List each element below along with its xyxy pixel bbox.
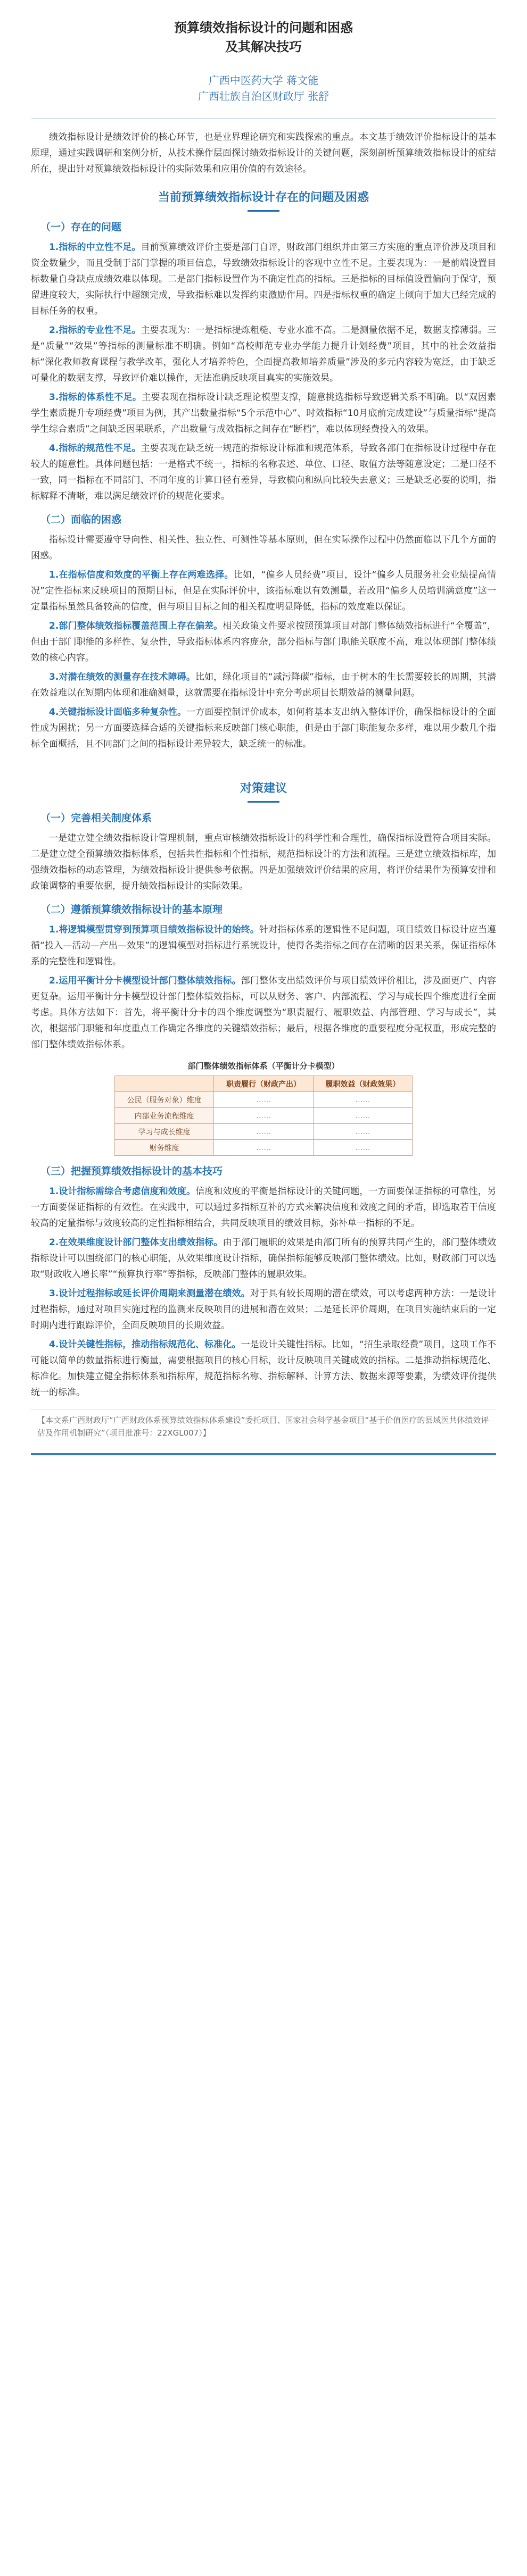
table-cell: …… <box>214 1092 313 1108</box>
footnote: 【本文系广西财政厅“广西财政体系预算绩效指标体系建设”委托项目、国家社会科学基金项目“基于价值医疗的县域医共体绩效评估及作用机制研究”（项目批准号：22XGL007）】 <box>31 1409 496 1444</box>
paragraph-text: 主要表现在指标设计缺乏理论模型支撑，随意挑选指标导致逻辑关系不明确。以“双因素学生素质提升专项经费”项目为例，其产出数量指标“5个示范中心”、时效指标“10月底前完成建设”与质量指标“提高学生综合素质”之间缺乏因果联系，产出数量与成效指标之间存在“断档”，难以体现经费投入的效果。 <box>31 392 496 435</box>
paragraph-lead: 2.在效果维度设计部门整体支出绩效指标。 <box>49 1237 223 1248</box>
table-cell: …… <box>313 1092 412 1108</box>
subsection-title-issues: （一）存在的问题 <box>40 221 122 233</box>
table-row <box>115 1140 413 1156</box>
paragraph-text: 相关政策文件要求按照预算项目对部门整体绩效指标进行“全覆盖”，但由于部门职能的多样性、复杂性，导致指标体系内容庞杂，部分指标与部门职能关联度不高，难以体现部门整体绩效的核心内容。 <box>31 621 496 663</box>
table-cell: …… <box>313 1108 412 1124</box>
article-title-line-2: 及其解决技巧 <box>225 39 302 54</box>
paragraph-text: 比如，绿化项目的“减污降碳”指标，由于树木的生长需要较长的周期，其潜在效益难以在短期内体现和准确测量，这就需要在指标设计中充分考虑项目长期效益的测量问题。 <box>31 672 496 698</box>
kpi-table <box>114 1076 413 1156</box>
paragraph-text: 部门整体支出绩效评价与项目绩效评价相比，涉及面更广、内容更复杂。运用平衡计分卡模型设计部门整体绩效指标，可以从财务、客户、内部流程、学习与成长四个维度进行全面考虑。具体方法如下：首先，将平衡计分卡的四个维度调整为“职责履行、履职效益、内部管理、学习与成长”，其次，根据部门职能和年度重点工作确定各维度的关键绩效指标；最后，根据各维度的重要程度分配权重，形成完整的部门整体绩效指标体系。 <box>31 976 496 1050</box>
paragraph-lead: 2.运用平衡计分卡模型设计部门整体绩效指标。 <box>49 976 241 986</box>
paragraph-lead: 1.设计指标需综合考虑信度和效度。 <box>49 1186 196 1197</box>
paragraph-lead: 4.关键指标设计面临多种复杂性。 <box>49 707 187 718</box>
paragraph-text: 一方面要控制评价成本，如何将基本支出纳入整体评价，确保指标设计的全面性成为困扰；另一方面要选择合适的关键指标来反映部门核心职能，但是由于部门职能复杂多样，难以用少数几个指标全面概括，且不同部门之间的指标设计差异较大，缺乏统一的标准。 <box>31 707 496 749</box>
paragraph-text: 一是设计关键性指标。比如，“招生录取经费”项目，这项工作不可能以简单的数量指标进行衡量，需要根据项目的核心目标，设计反映项目关键成效的指标。二是推动指标规范化、标准化。加快建立健全指标体系和指标库，规范指标名称、指标解释、计算方法、数据来源等要素，为绩效评价提供统一的标准。 <box>31 1339 496 1398</box>
section-title-problems <box>31 189 496 212</box>
paragraph <box>31 440 496 504</box>
subsection-title-techniques: （三）把握预算绩效指标设计的基本技巧 <box>40 1165 223 1177</box>
paragraph-lead: 1.在指标信度和效度的平衡上存在两难选择。 <box>49 570 234 580</box>
paragraph <box>31 669 496 701</box>
table-row <box>115 1124 413 1140</box>
paragraph-lead: 3.设计过程指标或延长评价周期来测量潜在绩效。 <box>49 1288 250 1299</box>
paragraph-text: 比如，“偏乡人员经费”项目，设计“偏乡人员服务社会业绩提高情况”定性指标来反映项目的预期目标，但是在实际评价中，该指标难以有效测量，若改用“偏乡人员培训满意度”这一定量指标虽然具备较高的信度，但与项目目标之间的相关程度明显降低，指标的效度难以保证。 <box>31 570 496 612</box>
table-header-cell <box>115 1076 214 1092</box>
paragraph: 指标设计需要遵守导向性、相关性、独立性、可测性等基本原则，但在实际操作过程中仍然面临以下几个方面的困惑。 <box>31 535 496 561</box>
paragraph-text: 对于具有较长周期的潜在绩效，可以考虑两种方法：一是设计过程指标，通过对项目实施过程的监测来反映项目的进展和潜在效果；二是延长评价周期，在项目实施结束后的一定时期内进行跟踪评价，全面反映项目的长期效益。 <box>31 1288 496 1331</box>
paragraph-text: 目前预算绩效评价主要是部门自评，财政部门组织并由第三方实施的重点评价涉及项目和资金数量少，而且受制于部门掌握的项目信息，导致绩效指标设计的客观中立性不足。主要表现为：一是前端设置目标数量自身缺点成绩效难以体现。二是部门指标设置作为不确定性高的指标。三是指标的目标值设置偏向于保守，预留进度较大，实际执行中超额完成，导致指标难以发挥约束激励作用。四是指标权重的确定上倾向于加大已经完成的目标任务的权重。 <box>31 242 496 316</box>
title-block <box>31 0 496 104</box>
table-row-head: 财务维度 <box>115 1140 214 1156</box>
paragraph-text: 针对指标体系的逻辑性不足问题，项目绩效目标设计应当遵循“投入—活动—产出—效果”的逻辑模型对指标进行系统设计，使得各类指标之间存在清晰的因果关系，保证指标体系的完整性和逻辑性。 <box>31 924 497 967</box>
table-row <box>115 1092 413 1108</box>
table-row-head: 公民（服务对象）维度 <box>115 1092 214 1108</box>
paragraph-text: 由于部门履职的效果是由部门所有的预算共同产生的，部门整体绩效指标设计可以围绕部门的核心职能，从效果维度设计指标，确保指标能够反映部门整体绩效。比如，财政部门可以选取“财政收入增长率”“预算执行率”等指标，反映部门整体的履职效果。 <box>31 1237 496 1280</box>
table-cell: …… <box>214 1124 313 1140</box>
subsection-title-confusions: （二）面临的困惑 <box>40 514 122 526</box>
table-header-cell: 履职效益（财政效果） <box>313 1076 412 1092</box>
table-row <box>115 1108 413 1124</box>
paragraph <box>31 239 496 319</box>
paragraph <box>31 1235 496 1282</box>
subsection-title-system: （一）完善相关制度体系 <box>40 812 152 824</box>
paragraph <box>31 567 496 615</box>
author-line-1: 广西中医药大学 蒋文能 <box>208 74 319 87</box>
table-row-head: 学习与成长维度 <box>115 1124 214 1140</box>
paragraph <box>31 618 496 666</box>
section-title-text: 对策建议 <box>240 782 287 795</box>
author-line-2: 广西壮族自治区财政厅 张舒 <box>197 90 330 103</box>
divider <box>31 118 496 119</box>
paragraph-text: 主要表现在缺乏统一规范的指标设计标准和规范体系，导致各部门在指标设计过程中存在较大的随意性。具体问题包括：一是格式不统一，指标的名称表述、单位、口径、取值方法等随意设定；二是口径不一致，同一指标在不同部门、不同年度的计算口径有差异，导致横向和纵向比较失去意义；三是缺乏必要的说明，指标解释不清晰，难以满足绩效评价的规范化要求。 <box>31 443 496 502</box>
paragraph-lead: 4.指标的规范性不足。 <box>49 443 141 454</box>
paragraph <box>31 322 496 386</box>
paragraph <box>31 922 496 970</box>
table-cell: …… <box>214 1108 313 1124</box>
section-title-text: 当前预算绩效指标设计存在的问题及困惑 <box>158 191 369 204</box>
table-cell: …… <box>214 1140 313 1156</box>
paragraph-text: 主要表现为：一是指标提炼粗糙、专业水准不高。二是测量依据不足，数据支撑薄弱。三是“质量”“效果”等指标的测量标准不明确。例如“高校师范专业办学能力提升计划经费”项目，其中的社会效益指标“深化教师教育课程与教学改革，强化人才培养特色，全面提高教师培养质量”涉及的多元内容较为宽泛，由于缺乏可量化的数据支撑，导致评价难以操作，无法准确反映项目真实的实施效果。 <box>31 325 496 384</box>
section-title-underline <box>248 210 279 212</box>
abstract: 绩效指标设计是绩效评价的核心环节，也是业界理论研究和实践探索的重点。本文基于绩效评价指标设计的基本原理，通过实践调研和案例分析，从技术操作层面探讨绩效指标设计的关键问题，深刻剖析预算绩效指标设计的症结所在，提出针对预算绩效指标设计的实际效果和应用价值的有效途径。 <box>31 132 496 174</box>
table-header-cell: 职责履行（财政产出） <box>214 1076 313 1092</box>
section-title-suggestions <box>31 780 496 803</box>
paragraph-lead: 3.对潜在绩效的测量存在技术障碍。 <box>49 672 195 682</box>
paragraph-lead: 2.部门整体绩效指标覆盖范围上存在偏差。 <box>49 621 223 631</box>
table-cell: …… <box>313 1140 412 1156</box>
bottom-rule <box>31 1453 496 1455</box>
paragraph <box>31 704 496 752</box>
paragraph-lead: 4.设计关键性指标，推动指标规范化、标准化。 <box>49 1339 241 1350</box>
table-row-head: 内部业务流程维度 <box>115 1108 214 1124</box>
paragraph <box>31 973 496 1053</box>
paragraph-text: 信度和效度的平衡是指标设计的关键问题，一方面要保证指标的可靠性，另一方面要保证指标的有效性。在实践中，可以通过多指标互补的方式来解决信度和效度之间的矛盾，即选取若干信度较高的定量指标与效度较高的定性指标相结合，共同反映项目的绩效目标，弥补单一指标的不足。 <box>31 1186 496 1229</box>
paragraph-lead: 1.将逻辑模型贯穿到预算项目绩效指标设计的始终。 <box>49 924 260 935</box>
paragraph: 一是建立健全绩效指标设计管理机制，重点审核绩效指标设计的科学性和合理性，确保指标设置符合项目实际。二是建立健全预算绩效指标体系，包括共性指标和个性指标，规范指标设计的方法和流程。三是建立绩效指标库，加强绩效指标的动态管理，为绩效指标设计提供参考依据。四是加强绩效评价结果的应用，将评价结果作为预算安排和政策调整的重要依据，提升绩效指标设计的实际效果。 <box>31 833 496 891</box>
table-header-row <box>115 1076 413 1092</box>
paragraph-lead: 3.指标的体系性不足。 <box>49 392 142 403</box>
section-title-underline <box>248 801 279 803</box>
authors <box>31 72 496 104</box>
table-cell: …… <box>313 1124 412 1140</box>
table-caption: 部门整体绩效指标体系（平衡计分卡模型） <box>187 1061 340 1071</box>
paragraph <box>31 1337 496 1400</box>
paragraph <box>31 1183 496 1231</box>
paragraph-lead: 1.指标的中立性不足。 <box>49 242 141 253</box>
subsection-title-principles: （二）遵循预算绩效指标设计的基本原理 <box>40 904 223 915</box>
paragraph-lead: 2.指标的专业性不足。 <box>49 325 141 336</box>
spacer <box>31 755 496 768</box>
article-title-line-1: 预算绩效指标设计的问题和困惑 <box>174 20 353 35</box>
paragraph <box>31 389 496 437</box>
paragraph <box>31 1286 496 1333</box>
